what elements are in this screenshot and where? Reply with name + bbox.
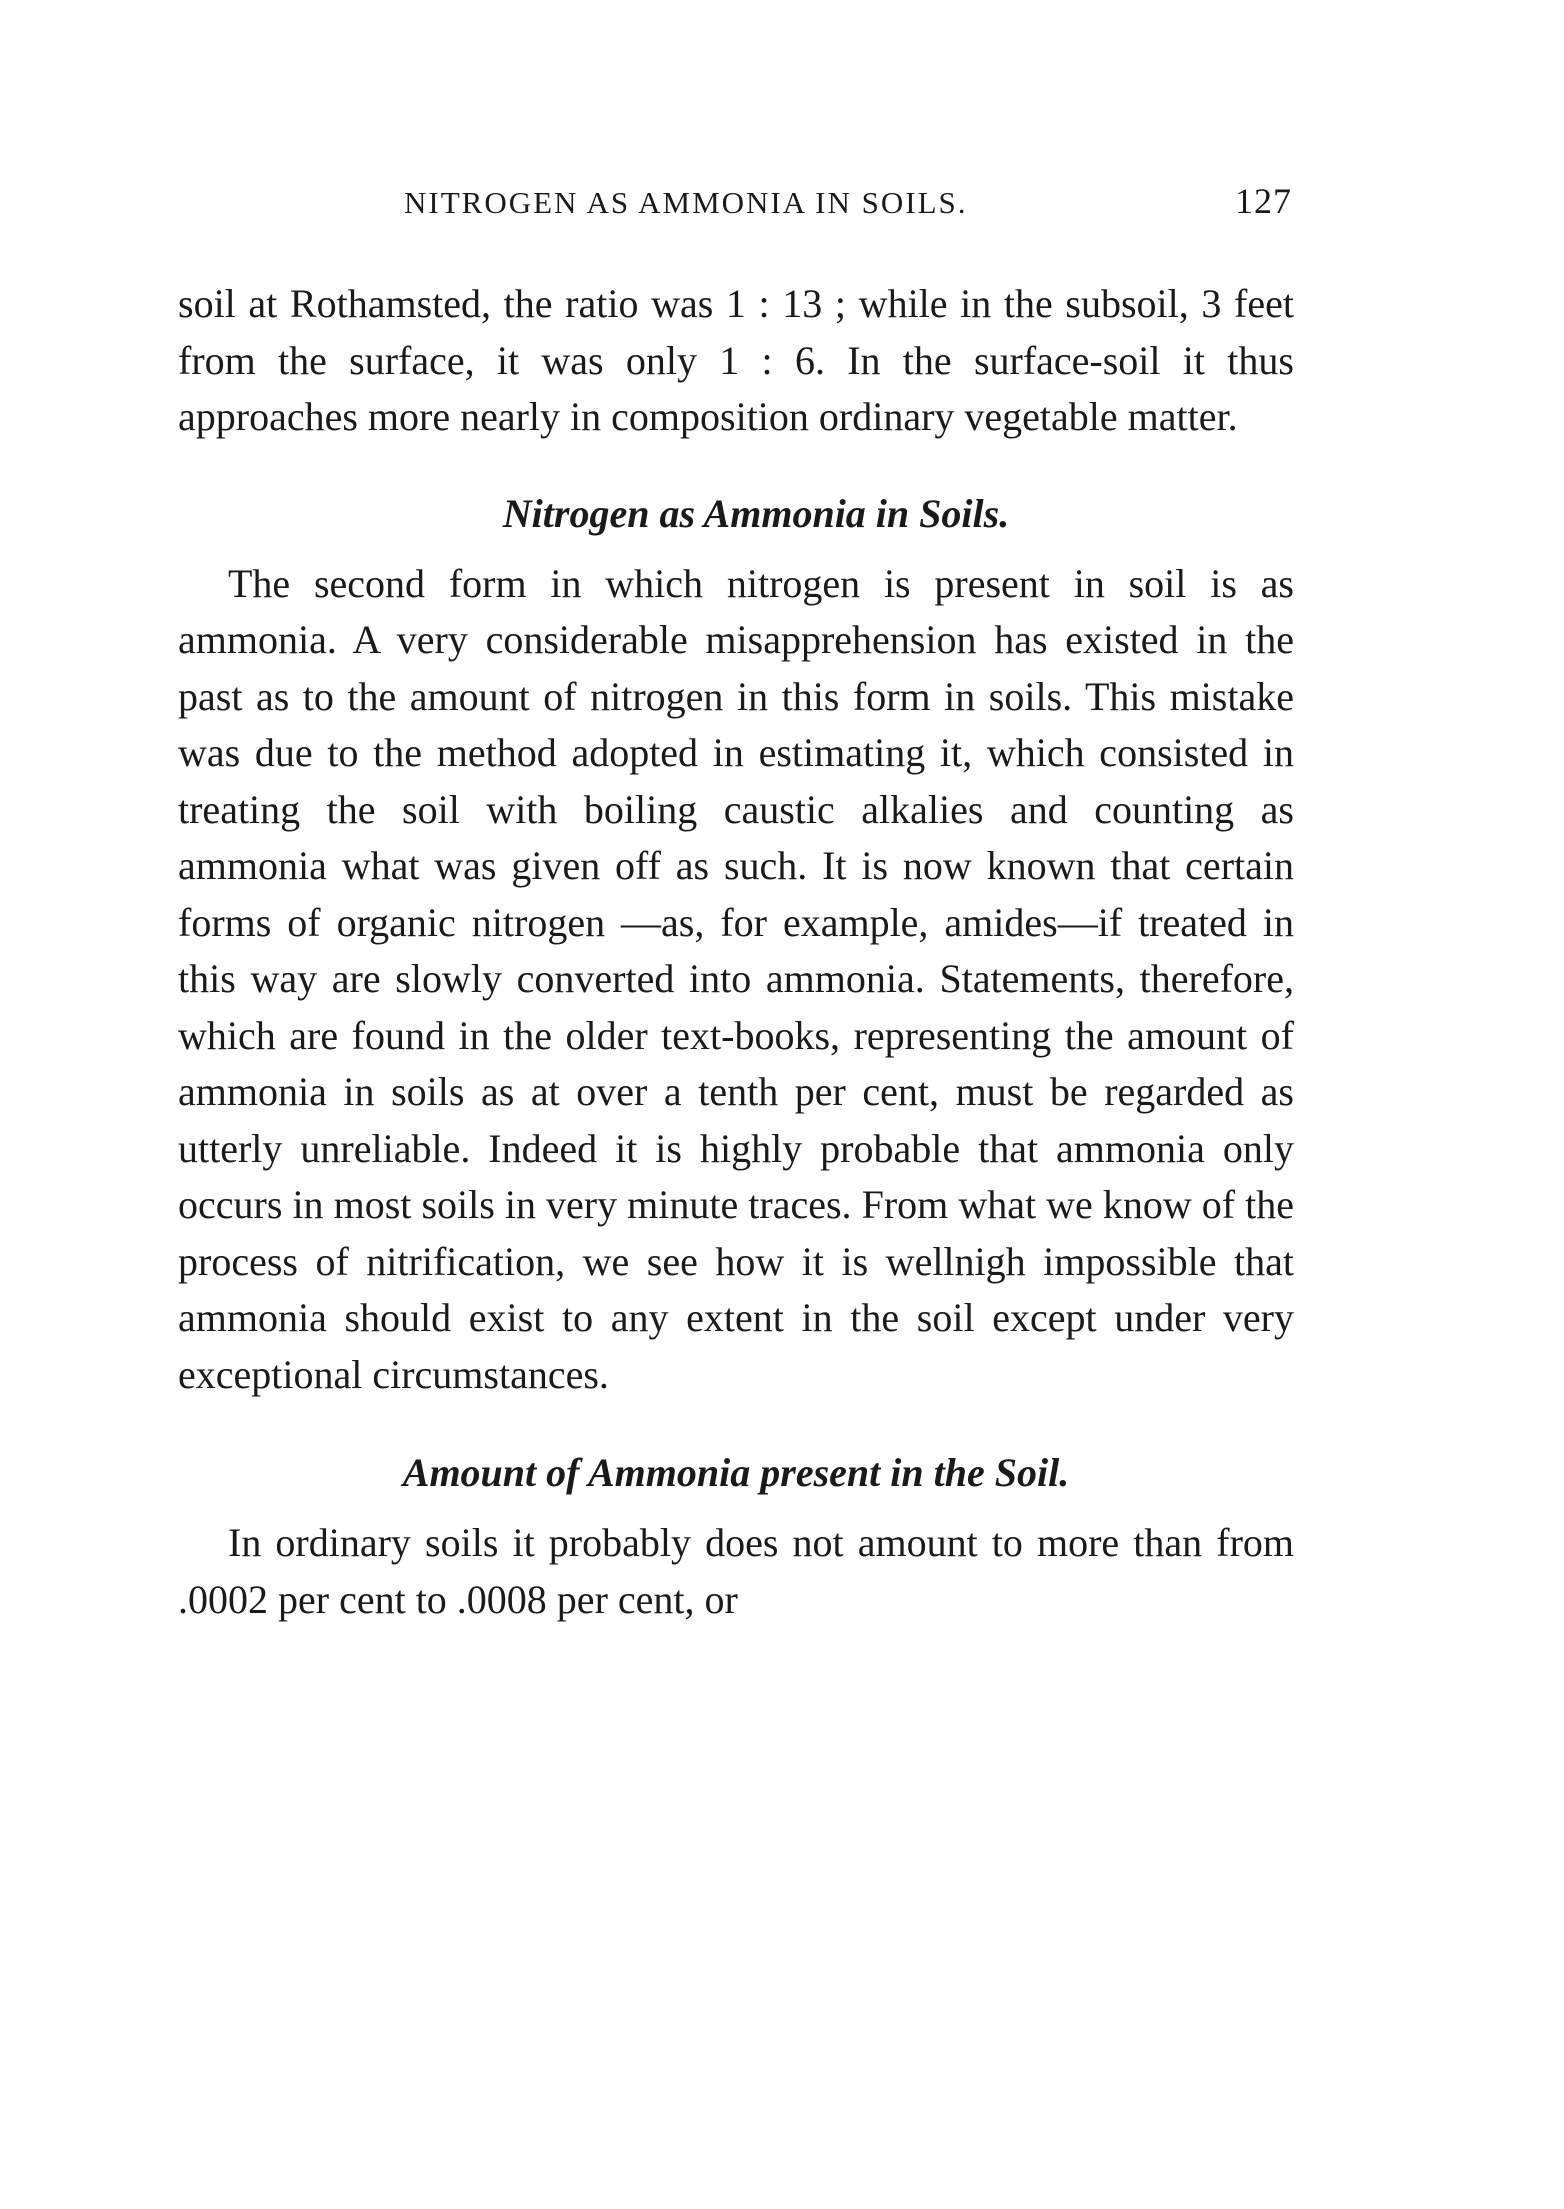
page-number: 127 [1235, 181, 1292, 221]
section-heading-amount-of-ammonia: Amount of Ammonia present in the Soil. [402, 1450, 1070, 1495]
paragraph-continuation: soil at Rothamsted, the ratio was 1 : 13 ; while in the subsoil, 3 feet from the surface, it was only 1 : 6. In the surface-soil it thus approaches more nearly in composition ordinary vegetable matter. [178, 281, 1294, 439]
paragraph-ammonia-in-soil: The second form in which nitrogen is present in soil is as ammonia. A very considerable misapprehension has existed in the past as to the amount of nitrogen in this form in soils. This mistake was due to the method adopted in estimating it, which consisted in treating the soil with boiling caustic alkalies and counting as ammonia what was given off as such. It is now known that certain forms of organic nitrogen —as, for example, amides—if treated in this way are slowly converted into ammonia. Statements, therefore, which are found in the older text-books, representing the amount of ammonia in soils as at over a tenth per cent, must be regarded as utterly unreliable. Indeed it is highly probable that ammonia only occurs in most soils in very minute traces. From what we know of the process of nitrification, we see how it is wellnigh impossible that ammonia should exist to any extent in the soil except under very exceptional circumstances. [178, 560, 1294, 1397]
running-head [178, 180, 1294, 240]
paragraph-ordinary-soils: In ordinary soils it probably does not amount to more than from .0002 per cent to .0008 per cent, or [178, 1520, 1294, 1622]
section-heading-nitrogen-as-ammonia: Nitrogen as Ammonia in Soils. [502, 490, 1010, 536]
running-title: NITROGEN AS AMMONIA IN SOILS. [404, 185, 968, 220]
book-page [178, 180, 1294, 1628]
